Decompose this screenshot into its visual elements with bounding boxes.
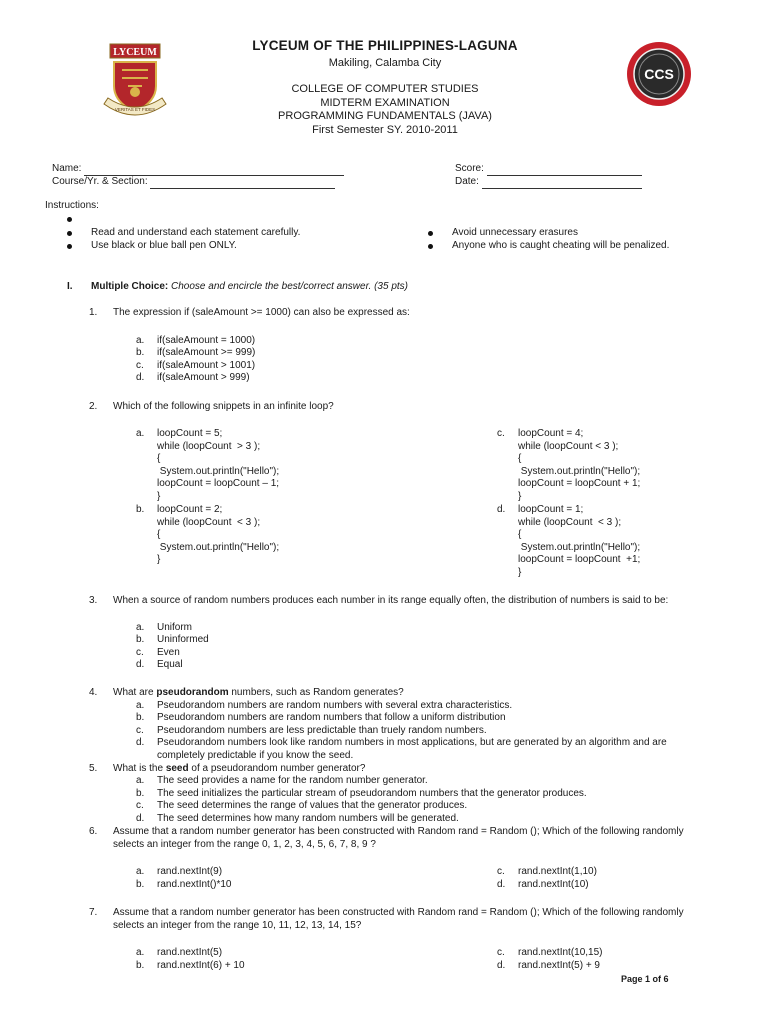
question-number: 1.: [89, 307, 98, 318]
date-label: Date:: [455, 176, 479, 187]
bullet-icon: [67, 244, 72, 249]
code-option-b[interactable]: [157, 504, 279, 567]
page-number: Page 1 of 6: [621, 974, 669, 984]
option-letter: c.: [136, 360, 144, 371]
question-text-part: What is the: [113, 763, 166, 774]
college-name: COLLEGE OF COMPUTER STUDIES: [291, 83, 479, 95]
question-keyword: seed: [165, 763, 189, 774]
option-letter: b.: [136, 879, 145, 890]
option-text[interactable]: Pseudorandom numbers are random numbers with several extra characteristics.: [157, 700, 513, 711]
svg-text:LYCEUM: LYCEUM: [113, 47, 157, 58]
option-letter: d.: [136, 659, 145, 670]
question-text: The expression if (saleAmount >= 1000) can also be expressed as:: [113, 307, 410, 318]
code-line: while (loopCount < 3 );: [518, 516, 622, 528]
option-text[interactable]: Pseudorandom numbers are random numbers that follow a uniform distribution: [157, 712, 506, 723]
option-text[interactable]: rand.nextInt(6) + 10: [157, 960, 245, 971]
code-line: loopCount = 5;: [157, 428, 223, 439]
code-line: System.out.println("Hello");: [518, 541, 641, 553]
instructions-label: Instructions:: [45, 200, 99, 211]
code-line: while (loopCount < 3 );: [518, 440, 619, 452]
option-text[interactable]: rand.nextInt(5) + 9: [518, 960, 600, 971]
name-blank[interactable]: [84, 166, 344, 176]
subject-title: PROGRAMMING FUNDAMENTALS (JAVA): [278, 110, 492, 122]
bullet-icon: [67, 231, 72, 236]
date-field[interactable]: [455, 176, 642, 189]
course-field[interactable]: [52, 176, 335, 189]
option-text[interactable]: Uninformed: [157, 634, 209, 645]
svg-text:VERITAS ET FIDES: VERITAS ET FIDES: [114, 107, 156, 112]
option-text[interactable]: Pseudorandom numbers are less predictable than truely random numbers.: [157, 725, 487, 736]
option-text[interactable]: The seed determines how many random numbers will be generated.: [157, 813, 459, 824]
question-number: 5.: [89, 763, 98, 774]
option-text[interactable]: rand.nextInt(9): [157, 866, 223, 877]
option-text[interactable]: if(saleAmount > 1001): [157, 360, 256, 371]
code-line: }: [518, 566, 522, 578]
option-text[interactable]: Pseudorandom numbers look like random numbers in most applications, but are generated by an algorithm and are: [157, 737, 667, 748]
question-number: 6.: [89, 826, 98, 837]
option-text[interactable]: if(saleAmount > 999): [157, 372, 250, 383]
option-letter: c.: [497, 428, 505, 439]
option-letter: d.: [497, 879, 506, 890]
code-option-d[interactable]: [518, 504, 640, 580]
instruction-item: Read and understand each statement carefully.: [91, 227, 301, 238]
option-letter: d.: [136, 372, 145, 383]
name-field[interactable]: [52, 163, 344, 176]
option-letter: a.: [136, 622, 145, 633]
section-title: Multiple Choice:: [91, 281, 169, 292]
score-label: Score:: [455, 163, 484, 174]
course-blank[interactable]: [150, 179, 335, 189]
option-text[interactable]: Equal: [157, 659, 183, 670]
question-text: Assume that a random number generator has been constructed with Random rand = Random (); Which of the following randomly: [113, 907, 684, 918]
option-letter: b.: [136, 634, 145, 645]
question-number: 7.: [89, 907, 98, 918]
code-line: }: [518, 490, 522, 502]
svg-text:CCS: CCS: [644, 66, 674, 82]
option-text[interactable]: if(saleAmount >= 999): [157, 347, 256, 358]
code-line: }: [157, 554, 161, 566]
code-line: while (loopCount > 3 );: [157, 440, 261, 452]
option-text[interactable]: The seed determines the range of values that the generator produces.: [157, 800, 468, 811]
code-line: }: [157, 490, 161, 502]
option-text-continued: completely predictable if you know the seed.: [157, 750, 354, 761]
bullet-icon: [428, 231, 433, 236]
option-letter: a.: [136, 775, 145, 786]
exam-title: MIDTERM EXAMINATION: [320, 97, 450, 109]
option-text[interactable]: rand.nextInt(1,10): [518, 866, 597, 877]
name-label: Name:: [52, 163, 82, 174]
code-line: {: [518, 529, 522, 541]
question-text: When a source of random numbers produces each number in its range equally often, the distribution of numbers is said to be:: [113, 595, 669, 606]
code-line: System.out.println("Hello");: [157, 465, 280, 477]
option-letter: c.: [136, 647, 144, 658]
option-text[interactable]: rand.nextInt()*10: [157, 879, 232, 890]
option-letter: c.: [497, 866, 505, 877]
question-text-part: What are: [113, 687, 157, 698]
instruction-item: Anyone who is caught cheating will be penalized.: [452, 240, 670, 251]
option-letter: a.: [136, 947, 145, 958]
date-blank[interactable]: [482, 179, 642, 189]
code-line: System.out.println("Hello");: [157, 541, 280, 553]
option-letter: c.: [136, 800, 144, 811]
question-text: Which of the following snippets in an infinite loop?: [113, 401, 334, 412]
school-name: LYCEUM OF THE PHILIPPINES-LAGUNA: [252, 38, 518, 53]
code-line: {: [157, 453, 161, 465]
question-number: 3.: [89, 595, 98, 606]
question-keyword: pseudorandom: [156, 687, 229, 698]
section-heading: [91, 281, 408, 294]
option-text[interactable]: rand.nextInt(5): [157, 947, 223, 958]
option-letter: a.: [136, 700, 145, 711]
question-text-continued: selects an integer from the range 0, 1, 2, 3, 4, 5, 6, 7, 8, 9 ?: [113, 839, 376, 850]
option-text[interactable]: Even: [157, 647, 180, 658]
bullet-icon: [67, 217, 72, 222]
option-letter: c.: [136, 725, 144, 736]
option-letter: d.: [497, 960, 506, 971]
code-line: {: [157, 529, 161, 541]
option-letter: c.: [497, 947, 505, 958]
instruction-item: Avoid unnecessary erasures: [452, 227, 578, 238]
option-text[interactable]: Uniform: [157, 622, 193, 633]
code-option-a[interactable]: [157, 428, 279, 504]
code-line: while (loopCount < 3 );: [157, 516, 261, 528]
section-desc: Choose and encircle the best/correct answer. (35 pts): [171, 281, 408, 292]
option-text[interactable]: The seed provides a name for the random number generator.: [157, 775, 428, 786]
question-text-part: of a pseudorandom number generator?: [188, 763, 366, 774]
term-title: First Semester SY. 2010-2011: [312, 124, 458, 136]
option-text[interactable]: rand.nextInt(10): [518, 879, 589, 890]
option-letter: b.: [136, 504, 145, 515]
code-line: loopCount = 2;: [157, 504, 223, 515]
score-blank[interactable]: [487, 166, 642, 176]
option-text[interactable]: if(saleAmount = 1000): [157, 335, 256, 346]
option-letter: d.: [136, 737, 145, 748]
section-numeral: I.: [67, 281, 73, 292]
code-line: loopCount = loopCount + 1;: [518, 478, 641, 490]
code-line: loopCount = loopCount – 1;: [157, 478, 280, 490]
code-line: loopCount = 1;: [518, 504, 584, 515]
question-text: [113, 763, 365, 776]
option-letter: a.: [136, 335, 145, 346]
option-letter: b.: [136, 712, 145, 723]
option-letter: d.: [136, 813, 145, 824]
option-letter: b.: [136, 960, 145, 971]
instruction-item: Use black or blue ball pen ONLY.: [91, 240, 237, 251]
question-text: [113, 687, 404, 700]
option-text[interactable]: rand.nextInt(10,15): [518, 947, 603, 958]
option-letter: b.: [136, 788, 145, 799]
option-letter: d.: [497, 504, 506, 515]
question-text: Assume that a random number generator has been constructed with Random rand = Random (); Which of the following randomly: [113, 826, 684, 837]
code-line: loopCount = loopCount +1;: [518, 554, 641, 566]
school-location: Makiling, Calamba City: [328, 57, 442, 69]
code-line: loopCount = 4;: [518, 428, 584, 439]
ccs-seal-logo: [626, 41, 692, 107]
option-letter: a.: [136, 428, 145, 439]
question-number: 4.: [89, 687, 98, 698]
code-line: {: [518, 453, 522, 465]
score-field[interactable]: [455, 163, 642, 176]
option-text[interactable]: The seed initializes the particular stream of pseudorandom numbers that the generator produces.: [157, 788, 587, 799]
bullet-icon: [428, 244, 433, 249]
code-option-c[interactable]: [518, 428, 640, 504]
question-text-continued: selects an integer from the range 10, 11, 12, 13, 14, 15?: [113, 920, 362, 931]
course-label: Course/Yr. & Section:: [52, 176, 148, 187]
option-letter: a.: [136, 866, 145, 877]
question-number: 2.: [89, 401, 98, 412]
option-letter: b.: [136, 347, 145, 358]
code-line: System.out.println("Hello");: [518, 465, 641, 477]
question-text-part: numbers, such as Random generates?: [228, 687, 404, 698]
